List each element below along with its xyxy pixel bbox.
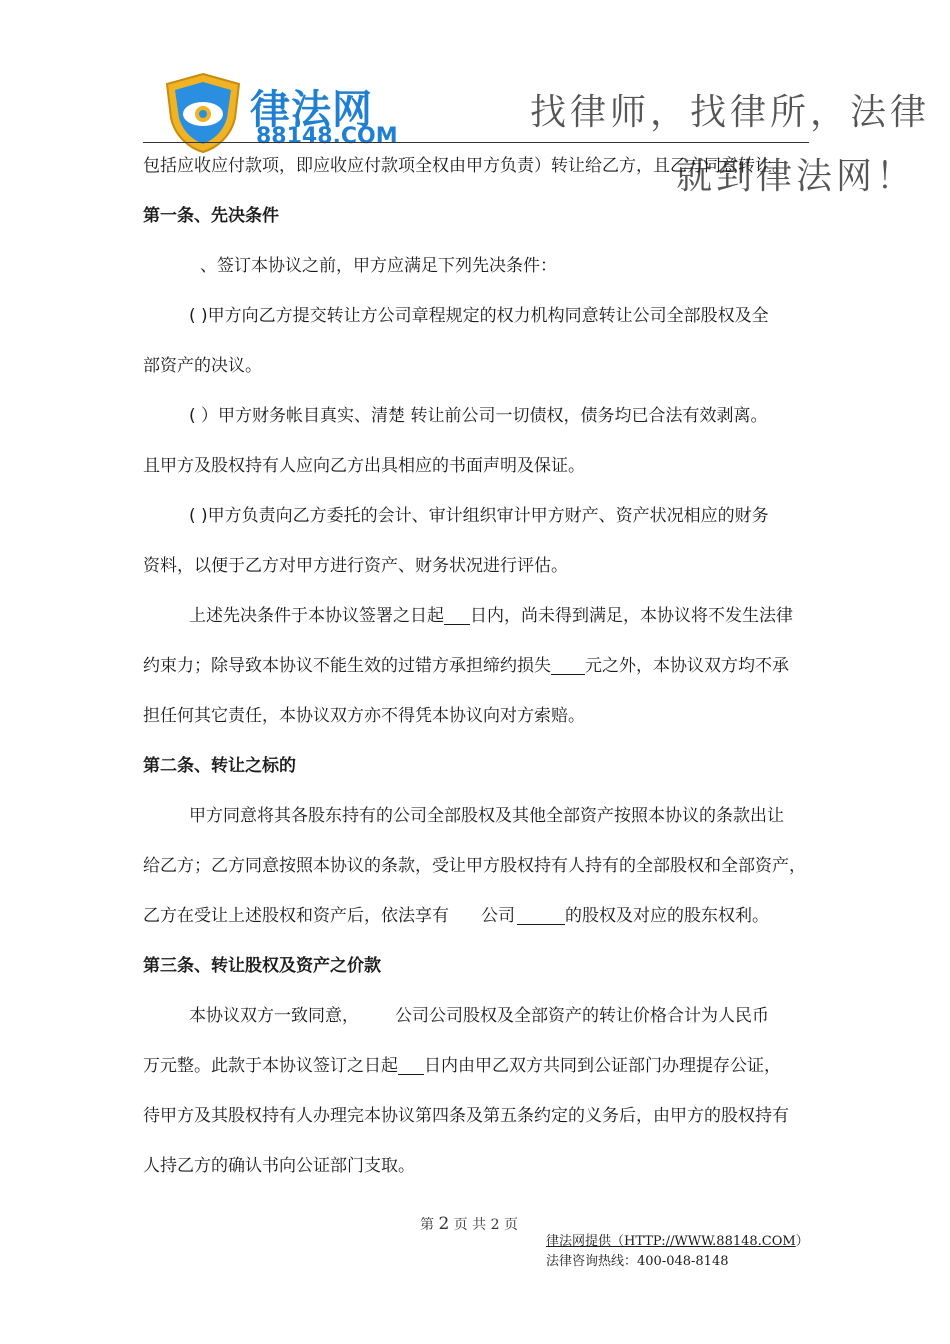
text-segment: 日内，尚未得到满足，本协议将不发生法律 — [470, 606, 793, 626]
paragraph-line — [189, 605, 793, 627]
page-total: 2 — [490, 1217, 500, 1233]
paragraph-line: 甲方同意将其各股东持有的公司全部股权及其他全部资产按照本协议的条款出让 — [189, 806, 784, 826]
logo-text: 律法网 — [250, 87, 373, 133]
page-current: 2 — [438, 1214, 450, 1234]
logo-domain: 88148.COM — [256, 124, 398, 149]
paragraph-line — [143, 1055, 781, 1077]
paragraph-line — [143, 905, 769, 927]
provider-label: 律法网提供（ — [546, 1234, 625, 1249]
provider-label-end: ） — [795, 1234, 809, 1249]
article-heading-3: 第三条、转让股权及资产之价款 — [143, 956, 381, 976]
paragraph-line: 包括应收应付款项，即应收应付款项全权由甲方负责）转让给乙方，且乙方同意转让。 — [143, 156, 789, 176]
page-label: 第 — [420, 1217, 434, 1233]
paragraph-line: ( )甲方负责向乙方委托的会计、审计组织审计甲方财产、资产状况相应的财务 — [189, 506, 769, 526]
paragraph-line — [189, 1005, 769, 1027]
fill-in-blank[interactable] — [444, 606, 470, 625]
text-segment: 上述先决条件于本协议签署之日起 — [189, 606, 444, 626]
paragraph-line: 、签订本协议之前，甲方应满足下列先决条件： — [200, 256, 557, 276]
page-label: 页 共 — [453, 1217, 487, 1233]
fill-in-blank[interactable] — [517, 906, 565, 925]
paragraph-line: 担任何其它责任，本协议双方亦不得凭本协议向对方索赔。 — [143, 706, 585, 726]
fill-in-blank[interactable] — [551, 656, 585, 675]
text-segment: 乙方在受让上述股权和资产后，依法享有 — [143, 906, 449, 926]
header-divider — [143, 142, 809, 143]
text-segment: 日内由甲乙双方共同到公证部门办理提存公证， — [424, 1056, 781, 1076]
watermark-slogan-line2: 就到律法网！ — [676, 156, 917, 197]
footer-hotline: 法律咨询热线：400-048-8148 — [546, 1254, 729, 1269]
paragraph-line: 给乙方；乙方同意按照本协议的条款，受让甲方股权持有人持有的全部股权和全部资产， — [143, 856, 806, 876]
paragraph-line: 且甲方及股权持有人应向乙方出具相应的书面声明及保证。 — [143, 456, 585, 476]
footer-provider — [546, 1230, 809, 1249]
text-segment: 公司 — [481, 906, 515, 926]
watermark-slogan-line1: 找律师，找律所，法律 — [530, 92, 931, 133]
provider-link[interactable]: HTTP://WWW.88148.COM — [624, 1234, 796, 1249]
text-segment: 万元整。此款于本协议签订之日起 — [143, 1056, 398, 1076]
article-heading-1: 第一条、先决条件 — [143, 206, 279, 226]
text-segment: 的股权及对应的股东权利。 — [565, 906, 769, 926]
article-heading-2: 第二条、转让之标的 — [143, 756, 296, 776]
text-segment: 公司公司股权及全部资产的转让价格合计为人民币 — [395, 1006, 769, 1026]
text-segment: 约束力；除导致本协议不能生效的过错方承担缔约损失 — [143, 656, 551, 676]
text-segment: 元之外，本协议双方均不承 — [585, 656, 789, 676]
page-label: 页 — [504, 1217, 519, 1233]
paragraph-line: 资料，以便于乙方对甲方进行资产、财务状况进行评估。 — [143, 556, 568, 576]
text-segment: 本协议双方一致同意， — [189, 1006, 359, 1026]
paragraph-line — [143, 655, 789, 677]
paragraph-line: ( )甲方向乙方提交转让方公司章程规定的权力机构同意转让公司全部股权及全 — [189, 306, 769, 326]
page-number — [420, 1214, 518, 1234]
paragraph-line: 人持乙方的确认书向公证部门支取。 — [143, 1156, 415, 1176]
paragraph-line: 部资产的决议。 — [143, 356, 262, 376]
fill-in-blank[interactable] — [398, 1056, 424, 1075]
paragraph-line: ( ）甲方财务帐目真实、清楚 转让前公司一切债权，债务均已合法有效剥离。 — [189, 406, 768, 426]
paragraph-line: 待甲方及其股权持有人办理完本协议第四条及第五条约定的义务后，由甲方的股权持有 — [143, 1106, 789, 1126]
